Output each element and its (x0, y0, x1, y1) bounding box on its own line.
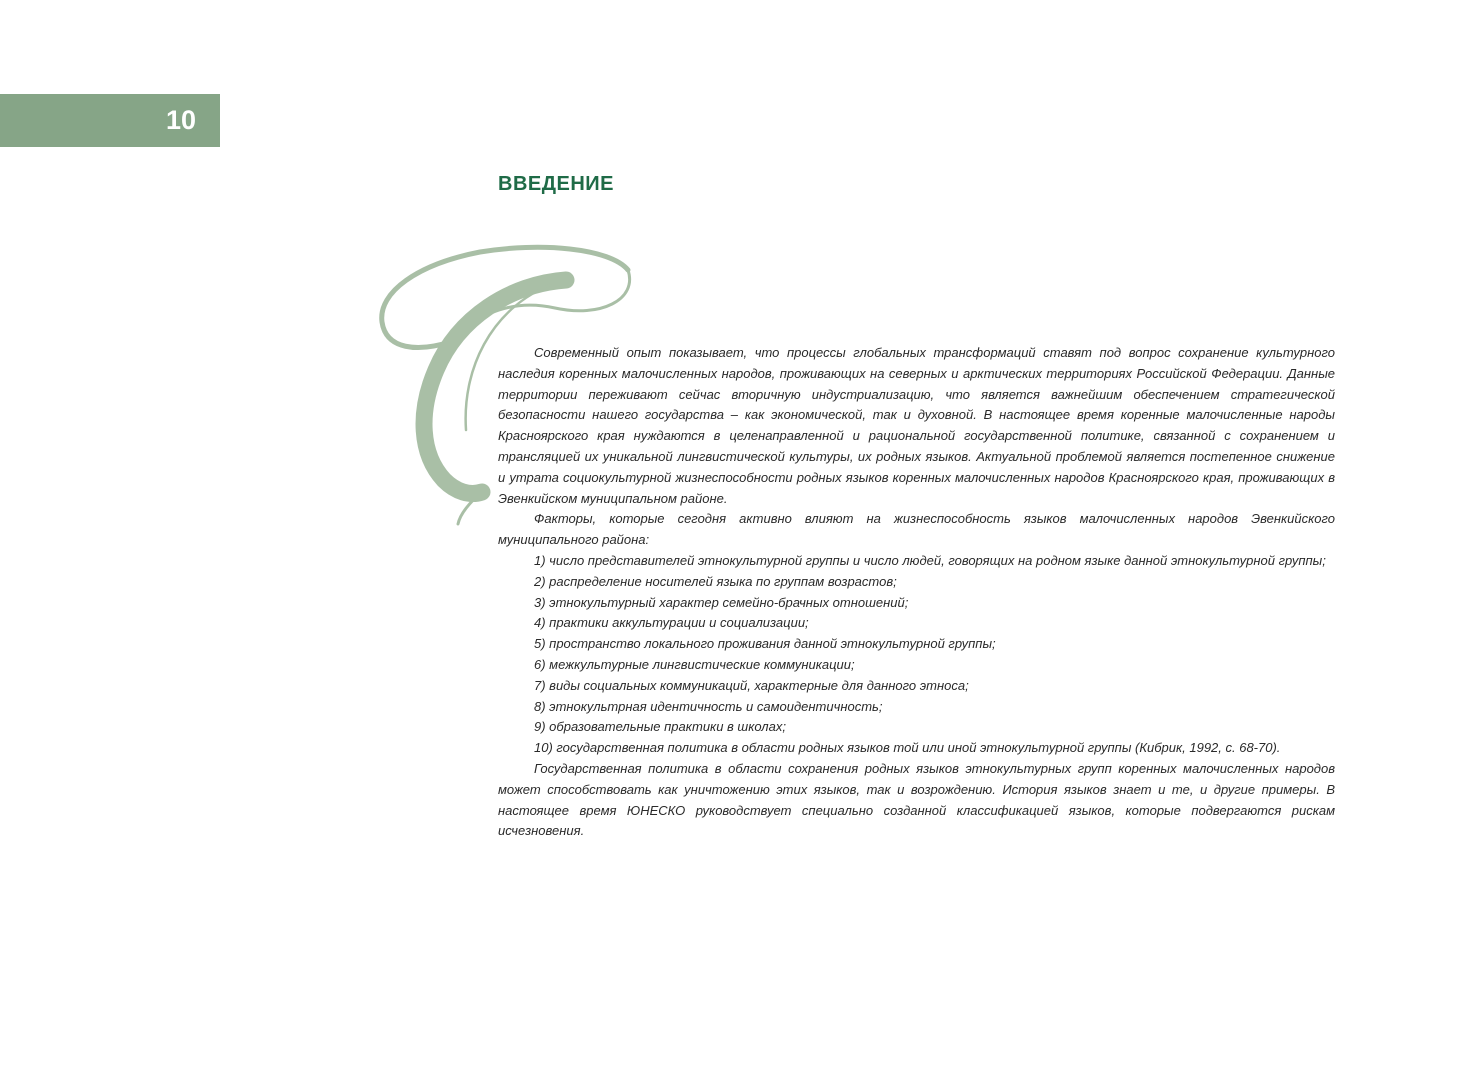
factors-intro-paragraph: Факторы, которые сегодня активно влияют на жизнеспособность языков малочисленных народов Эвенкийского муниципального района: (498, 511, 1335, 548)
factor-item-2: 2) распределение носителей языка по группам возрастов; (534, 573, 897, 589)
closing-paragraph: Государственная политика в области сохранения родных языков этнокультурных групп коренных малочисленных народов может способствовать как уничтожению этих языков, так и возрождению. История языков знает и те, и другие примеры. В настоящее время ЮНЕСКО руководствует специально созданной классификацией языков, которые подвергаются рискам исчезновения. (498, 760, 1335, 839)
factor-item-10: 10) государственная политика в области родных языков той или иной этнокультурной группы (Кибрик, 1992, с. 68-70). (534, 740, 1281, 756)
page-number: 10 (165, 105, 196, 135)
factor-item-6: 6) межкультурные лингвистические коммуникации; (534, 656, 855, 672)
body-text (498, 343, 1335, 842)
page-number-bar (0, 94, 220, 147)
factor-item-4: 4) практики аккультурации и социализации; (534, 615, 809, 631)
section-title: ВВЕДЕНИЕ (498, 173, 614, 195)
factor-item-3: 3) этнокультурный характер семейно-брачных отношений; (534, 594, 909, 610)
factor-item-5: 5) пространство локального проживания данной этнокультурной группы; (534, 636, 996, 652)
factor-item-1: 1) число представителей этнокультурной группы и число людей, говорящих на родном языке данной этнокультурной группы; (534, 552, 1326, 568)
factor-item-7: 7) виды социальных коммуникаций, характерные для данного этноса; (534, 677, 969, 693)
factor-item-9: 9) образовательные практики в школах; (534, 719, 786, 735)
intro-paragraph: Современный опыт показывает, что процессы глобальных трансформаций ставят под вопрос сохранение культурного наследия коренных малочисленных народов, проживающих на северных и арктических территориях Российской Федерации. Данные территории переживают сейчас вторичную индустриализацию, что является важнейшим обеспечением стратегической безопасности нашего государства – как экономической, так и духовной. В настоящее время коренные малочисленные народы Красноярского края нуждаются в целенаправленной и рациональной государственной политике, связанной с сохранением и трансляцией их уникальной лингвистической культуры, их родных языков. Актуальной проблемой является постепенное снижение и утрата социокультурной жизнеспособности родных языков коренных малочисленных народов Красноярского края, проживающих в Эвенкийском муниципальном районе. (498, 345, 1335, 506)
factor-item-8: 8) этнокультрная идентичность и самоидентичность; (534, 698, 883, 714)
